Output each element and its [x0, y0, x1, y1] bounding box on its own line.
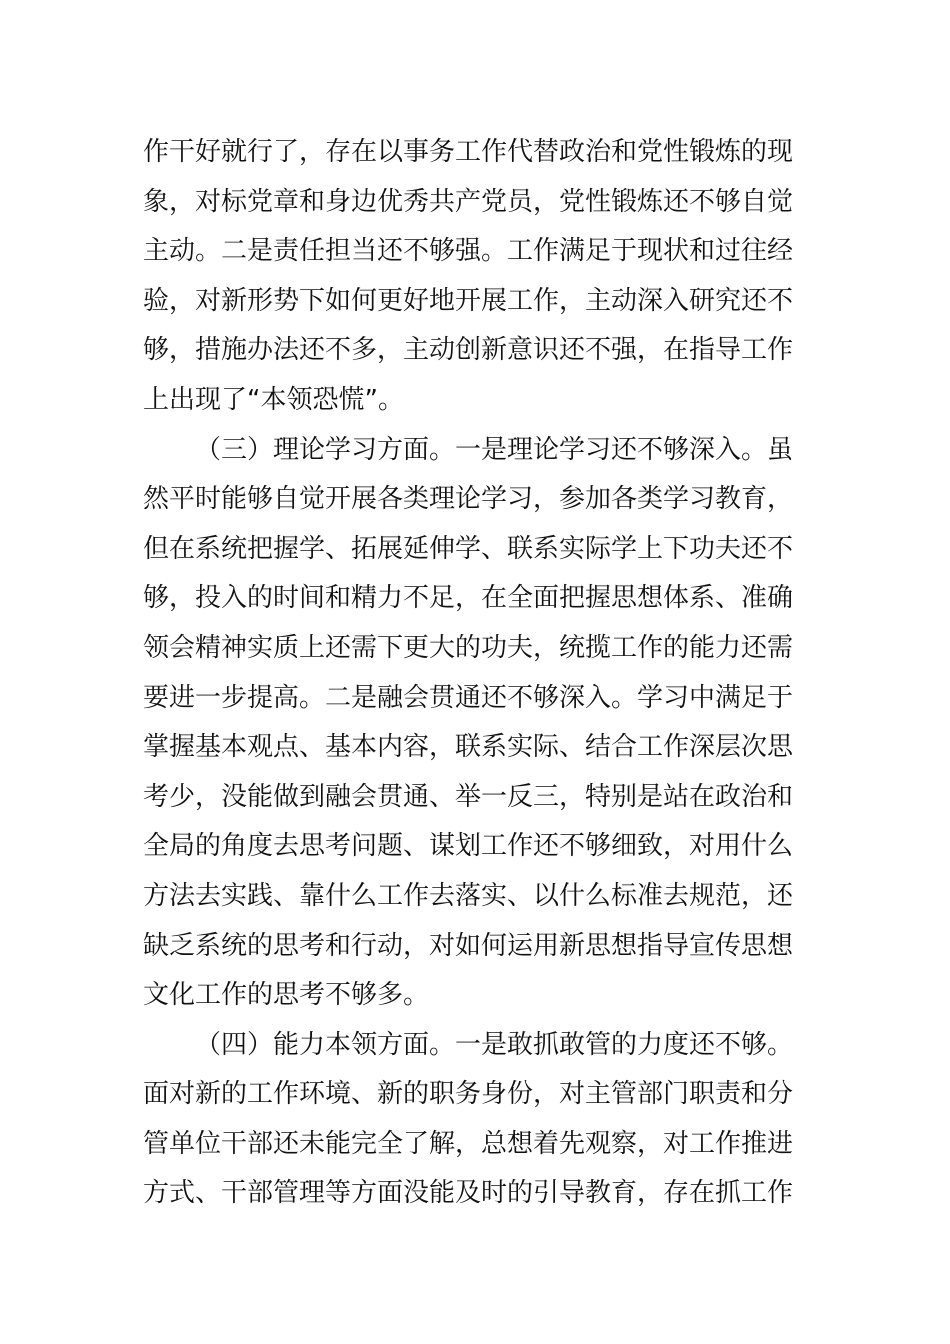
text-line: 领会精神实质上还需下更大的功夫，统揽工作的能力还需 — [143, 632, 794, 663]
text-line: 文化工作的思考不够多。 — [143, 980, 430, 1011]
text-line: 全局的角度去思考问题、谋划工作还不够细致，对用什么 — [143, 831, 794, 862]
text-line: 管单位干部还未能完全了解，总想着先观察，对工作推进 — [143, 1128, 794, 1159]
text-line: 够，措施办法还不多，主动创新意识还不强，在指导工作 — [143, 335, 794, 366]
text-line: 够，投入的时间和精力不足，在全面把握思想体系、准确 — [143, 583, 794, 614]
text-line: 缺乏系统的思考和行动，对如何运用新思想指导宣传思想 — [143, 930, 794, 961]
text-line: 上出现了“本领恐慌”。 — [143, 384, 404, 415]
section-heading-line: （三）理论学习方面。一是理论学习还不够深入。虽 — [195, 434, 794, 465]
text-line: 方式、干部管理等方面没能及时的引导教育，存在抓工作 — [143, 1178, 794, 1209]
section-heading-line: （四）能力本领方面。一是敢抓敢管的力度还不够。 — [195, 1029, 794, 1060]
text-line: 考少，没能做到融会贯通、举一反三，特别是站在政治和 — [143, 781, 794, 812]
document-body-text — [143, 128, 809, 1219]
text-line: 主动。二是责任担当还不够强。工作满足于现状和过往经 — [143, 236, 794, 267]
text-line: 作干好就行了，存在以事务工作代替政治和党性锻炼的现 — [143, 137, 794, 167]
text-line: 掌握基本观点、基本内容，联系实际、结合工作深层次思 — [143, 732, 794, 763]
text-line: 但在系统把握学、拓展延伸学、联系实际学上下功夫还不 — [143, 533, 794, 564]
text-line: 面对新的工作环境、新的职务身份，对主管部门职责和分 — [143, 1079, 794, 1110]
text-line: 验，对新形势下如何更好地开展工作，主动深入研究还不 — [143, 285, 794, 316]
text-line: 方法去实践、靠什么工作去落实、以什么标准去规范，还 — [143, 880, 794, 911]
text-line: 象，对标党章和身边优秀共产党员，党性锻炼还不够自觉 — [143, 186, 794, 217]
text-line: 然平时能够自觉开展各类理论学习，参加各类学习教育， — [143, 484, 794, 515]
text-line: 要进一步提高。二是融会贯通还不够深入。学习中满足于 — [143, 682, 794, 713]
